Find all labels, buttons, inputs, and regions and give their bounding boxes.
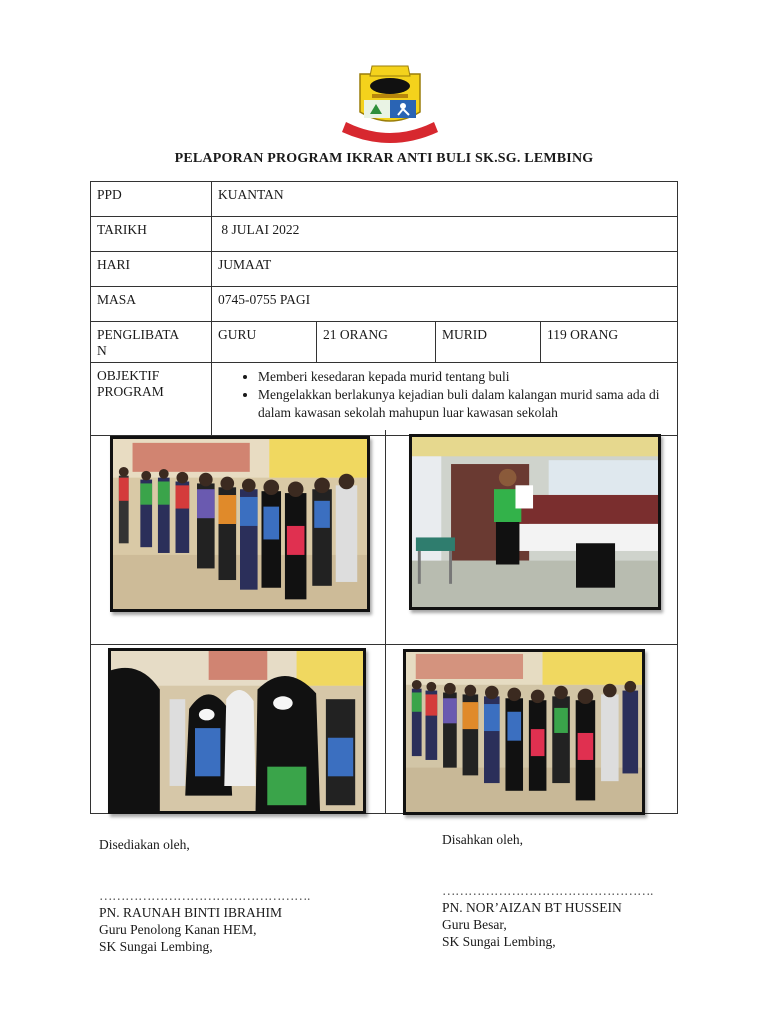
- objektif-label: [91, 363, 212, 436]
- objektif-list: [218, 368, 671, 422]
- preparer-school: SK Sungai Lembing,: [99, 939, 213, 954]
- penglibatan-label-line2: N: [97, 343, 107, 358]
- guru-value: 21 ORANG: [317, 322, 436, 363]
- grid-divider: [91, 644, 677, 645]
- grid-divider: [385, 430, 386, 644]
- prepared-by-caption: Disediakan oleh,: [99, 837, 190, 852]
- masa-label: MASA: [91, 287, 212, 322]
- guru-label: GURU: [212, 322, 317, 363]
- ppd-label: PPD: [91, 182, 212, 217]
- objektif-label-line2: PROGRAM: [97, 384, 164, 399]
- photo-students-assembly-1: [110, 436, 370, 612]
- row-objektif: [91, 363, 678, 436]
- page-title: PELAPORAN PROGRAM IKRAR ANTI BULI SK.SG. LEMBING: [174, 151, 594, 166]
- row-masa: [91, 287, 678, 322]
- ppd-value: KUANTAN: [212, 182, 678, 217]
- tarikh-value: 8 JULAI 2022: [212, 217, 678, 252]
- objektif-item: • Mengelakkan berlakunya kejadian buli dalam kalangan murid sama ada di dalam kawasan sekolah mahupun luar kawasan sekolah: [258, 386, 671, 422]
- preparer-role: Guru Penolong Kanan HEM,: [99, 922, 257, 937]
- hari-label: HARI: [91, 252, 212, 287]
- photo-students-assembly-2: [403, 649, 645, 815]
- objektif-item: • Memberi kesedaran kepada murid tentang buli: [258, 368, 671, 386]
- photo-students-pledge: [108, 648, 366, 814]
- objektif-value: [212, 363, 678, 436]
- row-tarikh: [91, 217, 678, 252]
- penglibatan-label: [91, 322, 212, 363]
- objektif-label-line1: OBJEKTIF: [97, 368, 160, 383]
- school-crest-logo: [338, 62, 442, 144]
- row-penglibatan: [91, 322, 678, 363]
- photo-teacher-reading: [409, 434, 661, 610]
- preparer-name: PN. RAUNAH BINTI IBRAHIM: [99, 905, 283, 920]
- grid-divider: [385, 644, 386, 814]
- signature-line: ………………………………………….: [99, 888, 310, 903]
- signature-right: [442, 831, 653, 950]
- row-ppd: [91, 182, 678, 217]
- murid-label: MURID: [436, 322, 541, 363]
- penglibatan-label-line1: PENGLIBATA: [97, 327, 180, 342]
- murid-value: 119 ORANG: [541, 322, 678, 363]
- approved-by-caption: Disahkan oleh,: [442, 832, 523, 847]
- approver-role: Guru Besar,: [442, 917, 507, 932]
- signature-line: ………………………………………….: [442, 883, 653, 898]
- masa-value: 0745-0755 PAGI: [212, 287, 678, 322]
- signature-left: [99, 836, 310, 955]
- hari-value: JUMAAT: [212, 252, 678, 287]
- approver-school: SK Sungai Lembing,: [442, 934, 556, 949]
- row-hari: [91, 252, 678, 287]
- approver-name: PN. NOR’AIZAN BT HUSSEIN: [442, 900, 622, 915]
- tarikh-label: TARIKH: [91, 217, 212, 252]
- program-info-table: [90, 181, 678, 436]
